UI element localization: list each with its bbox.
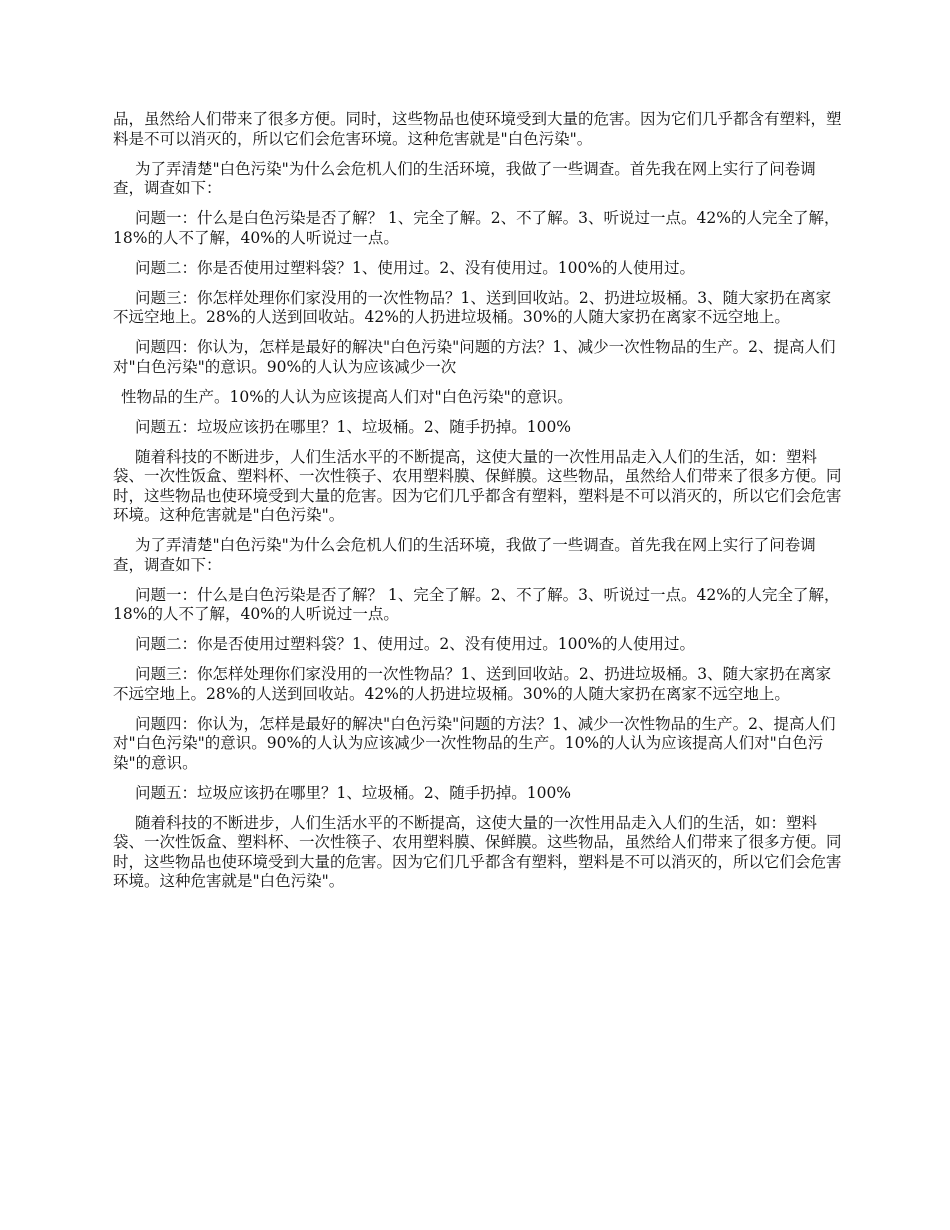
paragraph-question-4: 问题四：你认为，怎样是最好的解决"白色污染"问题的方法？1、减少一次性物品的生产。2、提高人们对"白色污染"的意识。90%的人认为应该减少一次: [113, 338, 836, 376]
paragraph-question-3: 问题三：你怎样处理你们家没用的一次性物品？1、送到回收站。2、扔进垃圾桶。3、随大家扔在离家不远空地上。28%的人送到回收站。42%的人扔进垃圾桶。30%的人随大家扔在离家不远空地上。: [113, 288, 832, 326]
paragraph-question-2: 问题二：你是否使用过塑料袋？1、使用过。2、没有使用过。100%的人使用过。: [135, 258, 696, 277]
paragraph-background: 随着科技的不断进步，人们生活水平的不断提高，这使大量的一次性用品走入人们的生活，如：塑料袋、一次性饭盒、塑料杯、一次性筷子、农用塑料膜、保鲜膜。这些物品，虽然给人们带来了很多方便。同时，这些物品也使环境受到大量的危害。因为它们几乎都含有塑料，塑料是不可以消灭的，所以它们会危害环境。这种危害就是"白色污染"。: [113, 447, 842, 524]
paragraph-question-4: 问题四：你认为，怎样是最好的解决"白色污染"问题的方法？1、减少一次性物品的生产。2、提高人们对"白色污染"的意识。90%的人认为应该减少一次性物品的生产。10%的人认为应该提高人们对"白色污染"的意识。: [113, 714, 836, 772]
document-page: [113, 110, 843, 902]
paragraph-question-5: 问题五：垃圾应该扔在哪里？1、垃圾桶。2、随手扔掉。100%: [135, 417, 572, 436]
paragraph-question-4-continued: 性物品的生产。10%的人认为应该提高人们对"白色污染"的意识。: [121, 387, 573, 406]
paragraph-question-1: 问题一：什么是白色污染是否了解？ 1、完全了解。2、不了解。3、听说过一点。42%的人完全了解，18%的人不了解，40%的人听说过一点。: [113, 585, 840, 623]
paragraph-question-2: 问题二：你是否使用过塑料袋？1、使用过。2、没有使用过。100%的人使用过。: [135, 635, 696, 653]
paragraph-question-1: 问题一：什么是白色污染是否了解？ 1、完全了解。2、不了解。3、听说过一点。42%的人完全了解，18%的人不了解，40%的人听说过一点。: [113, 209, 840, 247]
paragraph-question-5: 问题五：垃圾应该扔在哪里？1、垃圾桶。2、随手扔掉。100%: [135, 783, 572, 802]
paragraph-intro: 为了弄清楚"白色污染"为什么会危机人们的生活环境，我做了一些调查。首先我在网上实行了问卷调查，调查如下：: [113, 159, 816, 197]
paragraph-intro: 为了弄清楚"白色污染"为什么会危机人们的生活环境，我做了一些调查。首先我在网上实行了问卷调查，调查如下：: [113, 536, 816, 574]
paragraph-question-3: 问题三：你怎样处理你们家没用的一次性物品？1、送到回收站。2、扔进垃圾桶。3、随大家扔在离家不远空地上。28%的人送到回收站。42%的人扔进垃圾桶。30%的人随大家扔在离家不远空地上。: [113, 665, 832, 703]
paragraph-continuation: 品，虽然给人们带来了很多方便。同时，这些物品也使环境受到大量的危害。因为它们几乎都含有塑料，塑料是不可以消灭的，所以它们会危害环境。这种危害就是"白色污染"。: [113, 110, 842, 148]
paragraph-background: 随着科技的不断进步，人们生活水平的不断提高，这使大量的一次性用品走入人们的生活，如：塑料袋、一次性饭盒、塑料杯、一次性筷子、农用塑料膜、保鲜膜。这些物品，虽然给人们带来了很多方便。同时，这些物品也使环境受到大量的危害。因为它们几乎都含有塑料，塑料是不可以消灭的，所以它们会危害环境。这种危害就是"白色污染"。: [113, 813, 842, 890]
